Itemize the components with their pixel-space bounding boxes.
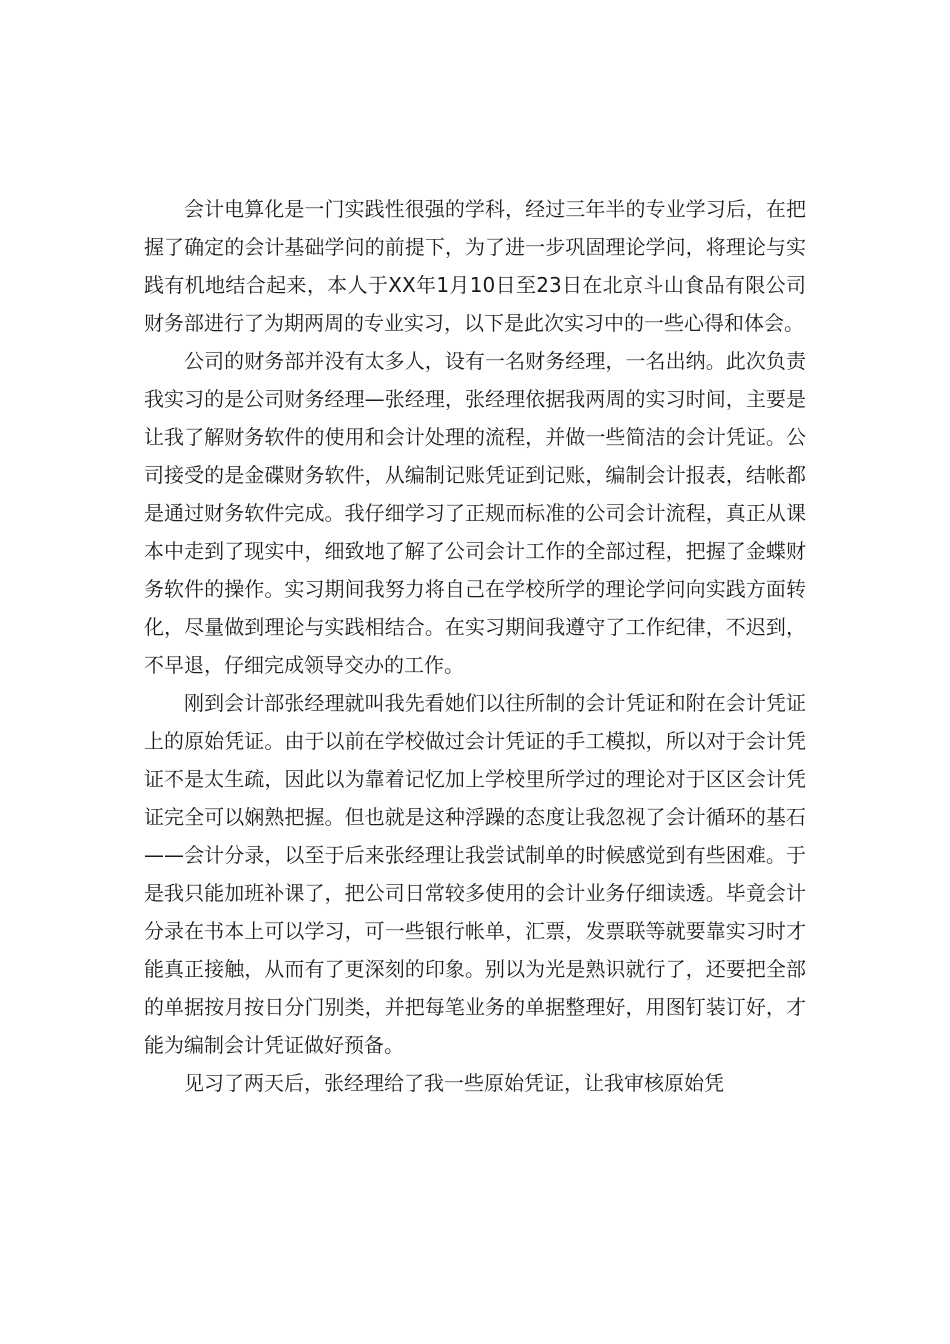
paragraph-4: 见习了两天后，张经理给了我一些原始凭证，让我审核原始凭 <box>184 1071 724 1095</box>
paragraph-3: 刚到会计部张经理就叫我先看她们以往所制的会计凭证和附在会计凭证上的原始凭证。由于以前在学校做过会计凭证的手工模拟，所以对于会计凭证不是太生疏，因此以为靠着记忆加上学校里所学过的理论对于区区会计凭证完全可以娴熟把握。但也就是这种浮躁的态度让我忽视了会计循环的基石——会计分录，以至于后来张经理让我尝试制单的时候感觉到有些困难。于是我只能加班补课了，把公司日常较多使用的会计业务仔细读透。毕竟会计分录在书本上可以学习，可一些银行帐单，汇票，发票联等就要靠实习时才能真正接触，从而有了更深刻的印象。别以为光是熟识就行了，还要把全部的单据按月按日分门别类，并把每笔业务的单据整理好，用图钉装订好，才能为编制会计凭证做好预备。 <box>144 691 806 1057</box>
paragraph-2: 公司的财务部并没有太多人，设有一名财务经理，一名出纳。此次负责我实习的是公司财务经理—张经理，张经理依据我两周的实习时间，主要是让我了解财务软件的使用和会计处理的流程，并做一些简洁的会计凭证。公司接受的是金碟财务软件，从编制记账凭证到记账，编制会计报表，结帐都是通过财务软件完成。我仔细学习了正规而标准的公司会计流程，真正从课本中走到了现实中，细致地了解了公司会计工作的全部过程，把握了金蝶财务软件的操作。实习期间我努力将自己在学校所学的理论学问向实践方面转化，尽量做到理论与实践相结合。在实习期间我遵守了工作纪律，不迟到，不早退，仔细完成领导交办的工作。 <box>144 349 806 677</box>
document-body <box>144 190 806 1102</box>
paragraph-1: 会计电算化是一门实践性很强的学科，经过三年半的专业学习后，在把握了确定的会计基础学问的前提下，为了进一步巩固理论学问，将理论与实践有机地结合起来，本人于XX年1月10日至23日在北京斗山食品有限公司财务部进行了为期两周的专业实习，以下是此次实习中的一些心得和体会。 <box>144 197 806 335</box>
